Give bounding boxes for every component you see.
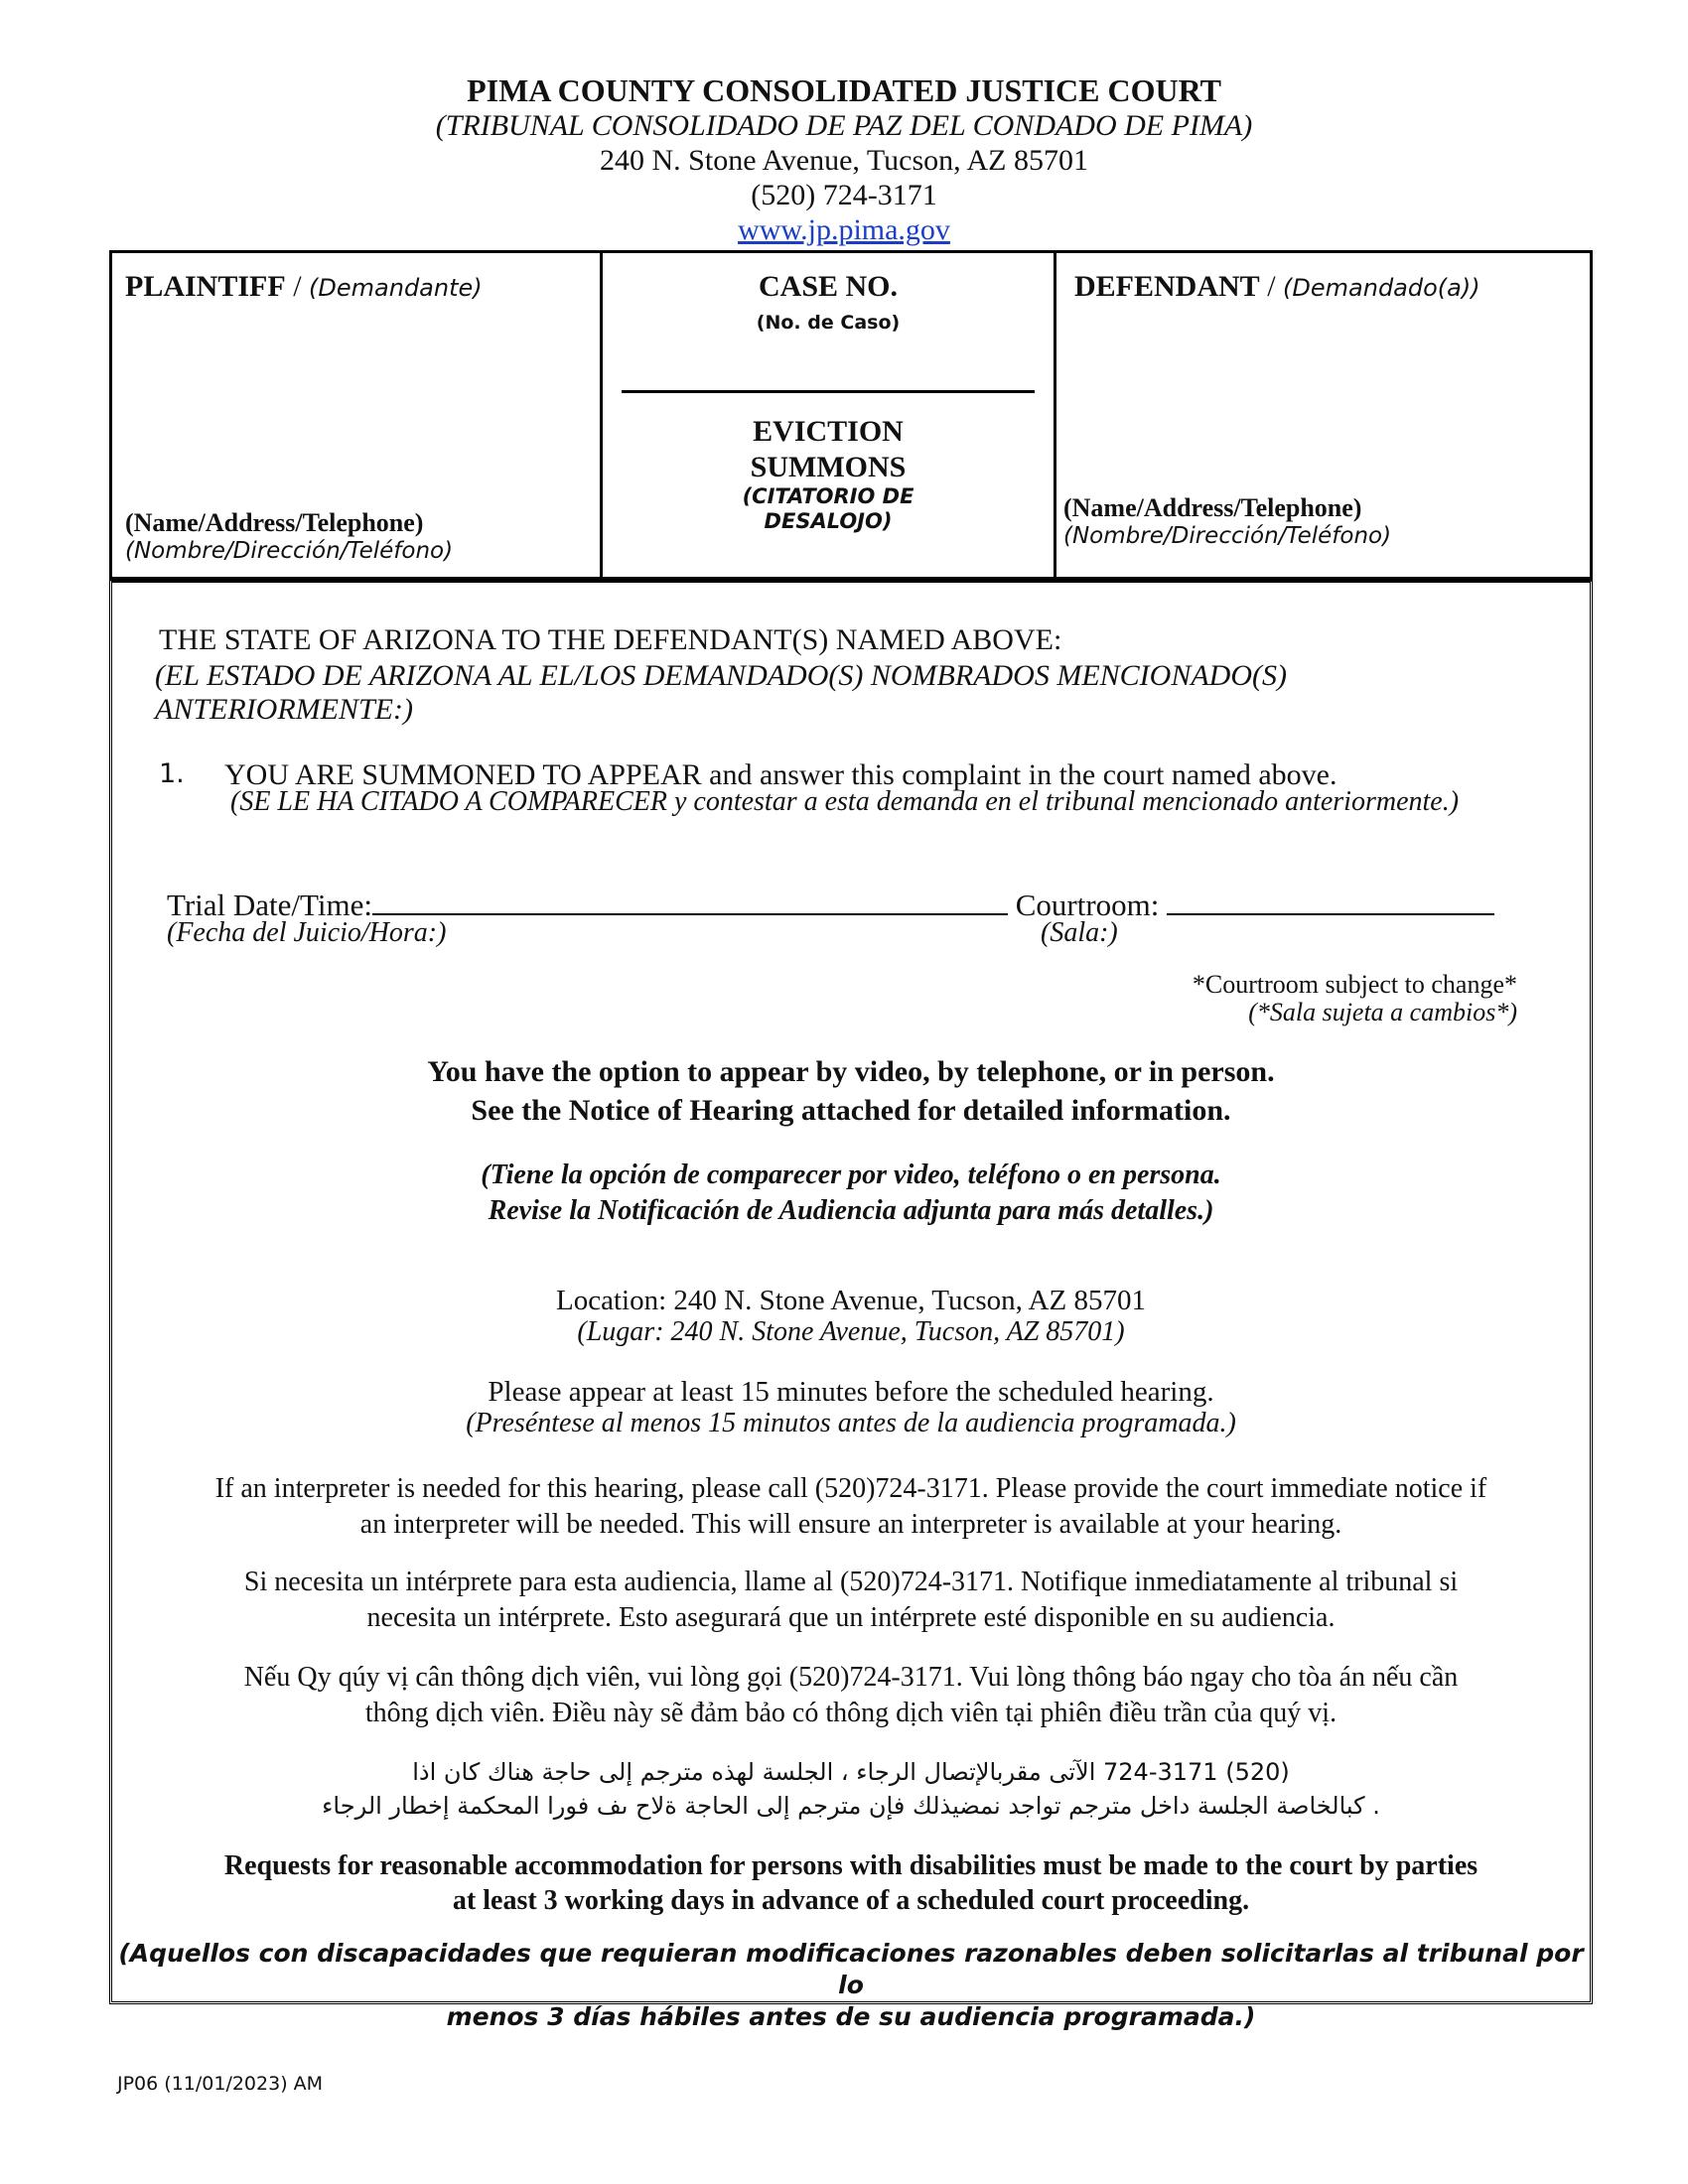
- ada-notice: [109, 1848, 1593, 1918]
- appearance-options-spanish-line: (Tiene la opción de comparecer por video, teléfono o en persona.: [481, 1160, 1221, 1190]
- plaintiff-label-spanish: (Demandante): [309, 274, 483, 302]
- courtroom-note-spanish: (*Sala sujeta a cambios*): [1248, 998, 1517, 1026]
- document-title-line: SUMMONS: [750, 451, 907, 483]
- ada-notice-spanish-line: (Aquellos con discapacidades que requieran modificaciones razonables deben solicitarlas al tribunal por lo: [118, 1939, 1584, 1999]
- case-number-label: CASE NO.: [758, 270, 899, 303]
- ada-notice-spanish-line: menos 3 días hábiles antes de su audiencia programada.): [446, 2002, 1256, 2031]
- slash: /: [285, 270, 310, 303]
- case-number-line: [622, 390, 1035, 393]
- appearance-options-line: You have the option to appear by video, by telephone, or in person.: [427, 1055, 1275, 1088]
- location-spanish: (Lugar: 240 N. Stone Avenue, Tucson, AZ 85701): [577, 1316, 1125, 1347]
- interpreter-spanish-line: necesita un intérprete. Esto asegurará que un intérprete esté disponible en su audiencia.: [366, 1602, 1336, 1633]
- interpreter-spanish-line: Si necesita un intérprete para esta audiencia, llame al (520)724-3171. Notifique inmediatamente al tribunal si: [243, 1567, 1459, 1597]
- court-name: PIMA COUNTY CONSOLIDATED JUSTICE COURT: [467, 72, 1221, 108]
- trial-date-field[interactable]: [372, 886, 1008, 915]
- document-title: [603, 413, 1054, 534]
- document-title-spanish: (CITATORIO DE: [742, 484, 914, 508]
- caption-divider: [1054, 250, 1056, 580]
- interpreter-arabic-line: . كبالخاصة الجلسة داخل مترجم تواجد نمضيذلك فإن مترجم إلى الحاجة ةلاح ىف فورا المحكمة إخطار الرجاء: [322, 1792, 1380, 1820]
- defendant-label: DEFENDANT: [1074, 270, 1260, 303]
- summoned-line-spanish: (SE LE HA CITADO A COMPARECER y contestar a esta demanda en el tribunal mencionado anteriormente.): [230, 786, 1460, 817]
- appearance-options: [109, 1052, 1593, 1130]
- state-line-spanish: (EL ESTADO DE ARIZONA AL EL/LOS DEMANDADO(S) NOMBRADOS MENCIONADO(S): [155, 659, 1287, 692]
- courtroom-note: *Courtroom subject to change*: [1192, 970, 1517, 999]
- interpreter-english: [109, 1471, 1593, 1543]
- summoned-caps: YOU ARE SUMMONED TO APPEAR: [224, 758, 702, 791]
- appear-early: Please appear at least 15 minutes before the scheduled hearing.: [488, 1376, 1214, 1408]
- interpreter-vietnamese: [109, 1660, 1593, 1731]
- court-header: [0, 73, 1688, 247]
- interpreter-vietnamese-line: Nếu Qy qúy vị cân thông dịch viên, vui lòng gọi (520)724-3171. Vui lòng thông báo ngay cho tòa án nếu cần: [243, 1662, 1459, 1693]
- plaintiff-label: PLAINTIFF: [125, 270, 286, 303]
- plaintiff-fields-label: (Name/Address/Telephone): [125, 508, 424, 537]
- state-line-spanish: ANTERIORMENTE:): [155, 693, 413, 726]
- courtroom-label-spanish: (Sala:): [1041, 917, 1118, 948]
- plaintiff-fields-label-spanish: (Nombre/Dirección/Teléfono): [125, 538, 454, 564]
- document-title-line: EVICTION: [753, 415, 904, 448]
- appearance-options-line: See the Notice of Hearing attached for detailed information.: [471, 1094, 1231, 1127]
- interpreter-spanish: [109, 1565, 1593, 1636]
- courtroom-label: Courtroom:: [1015, 887, 1160, 922]
- appear-early-spanish: (Preséntese al menos 15 minutos antes de la audiencia programada.): [466, 1408, 1236, 1438]
- trial-date-label-spanish: (Fecha del Juicio/Hora:): [167, 917, 447, 948]
- defendant-fields-label-spanish: (Nombre/Dirección/Teléfono): [1063, 523, 1392, 549]
- interpreter-vietnamese-line: thông dịch viên. Điều này sẽ đảm bảo có thông dịch viên tại phiên điều trần của quý vị.: [364, 1698, 1337, 1728]
- appearance-options-spanish-line: Revise la Notificación de Audiencia adjunta para más detalles.): [488, 1195, 1214, 1226]
- item-number: 1.: [159, 758, 185, 789]
- slash: /: [1259, 270, 1284, 303]
- plaintiff-label-row: [125, 270, 483, 304]
- ada-notice-line: at least 3 working days in advance of a scheduled court proceeding.: [452, 1885, 1250, 1916]
- defendant-fields-label: (Name/Address/Telephone): [1063, 493, 1362, 522]
- case-number-label-spanish: (No. de Caso): [756, 312, 901, 334]
- courtroom-note-block: [1092, 971, 1517, 1026]
- interpreter-arabic: [109, 1755, 1593, 1823]
- courtroom-field[interactable]: [1167, 886, 1494, 915]
- court-address: 240 N. Stone Avenue, Tucson, AZ 85701: [600, 144, 1088, 177]
- defendant-label-row: [1074, 270, 1480, 304]
- interpreter-english-line: If an interpreter is needed for this hearing, please call (520)724-3171. Please provide the court immediate notice if: [214, 1473, 1487, 1504]
- appearance-options-spanish: [109, 1158, 1593, 1229]
- ada-notice-line: Requests for reasonable accommodation for persons with disabilities must be made to the court by parties: [223, 1850, 1478, 1881]
- state-line: THE STATE OF ARIZONA TO THE DEFENDANT(S) NAMED ABOVE:: [159, 623, 1062, 656]
- summoned-rest: and answer this complaint in the court named above.: [701, 758, 1337, 791]
- interpreter-english-line: an interpreter will be needed. This will ensure an interpreter is available at your hearing.: [359, 1509, 1342, 1540]
- document-title-spanish: DESALOJO): [764, 509, 893, 533]
- defendant-label-spanish: (Demandado(a)): [1283, 274, 1480, 302]
- location: Location: 240 N. Stone Avenue, Tucson, AZ 85701: [556, 1285, 1146, 1316]
- trial-date-label: Trial Date/Time:: [167, 887, 372, 922]
- court-name-spanish: (TRIBUNAL CONSOLIDADO DE PAZ DEL CONDADO DE PIMA): [435, 109, 1253, 142]
- ada-notice-spanish: [109, 1938, 1593, 2033]
- form-id: JP06 (11/01/2023) AM: [117, 2073, 324, 2095]
- case-number-block: [603, 270, 1054, 334]
- interpreter-arabic-line: (520) 724-3171 الآتی مقربالإتصال الرجاء ، الجلسة لهذه مترجم إلى حاجة هناك كان اذا: [412, 1758, 1290, 1786]
- court-phone: (520) 724-3171: [751, 179, 937, 211]
- court-website-link[interactable]: www.jp.pima.gov: [738, 213, 950, 246]
